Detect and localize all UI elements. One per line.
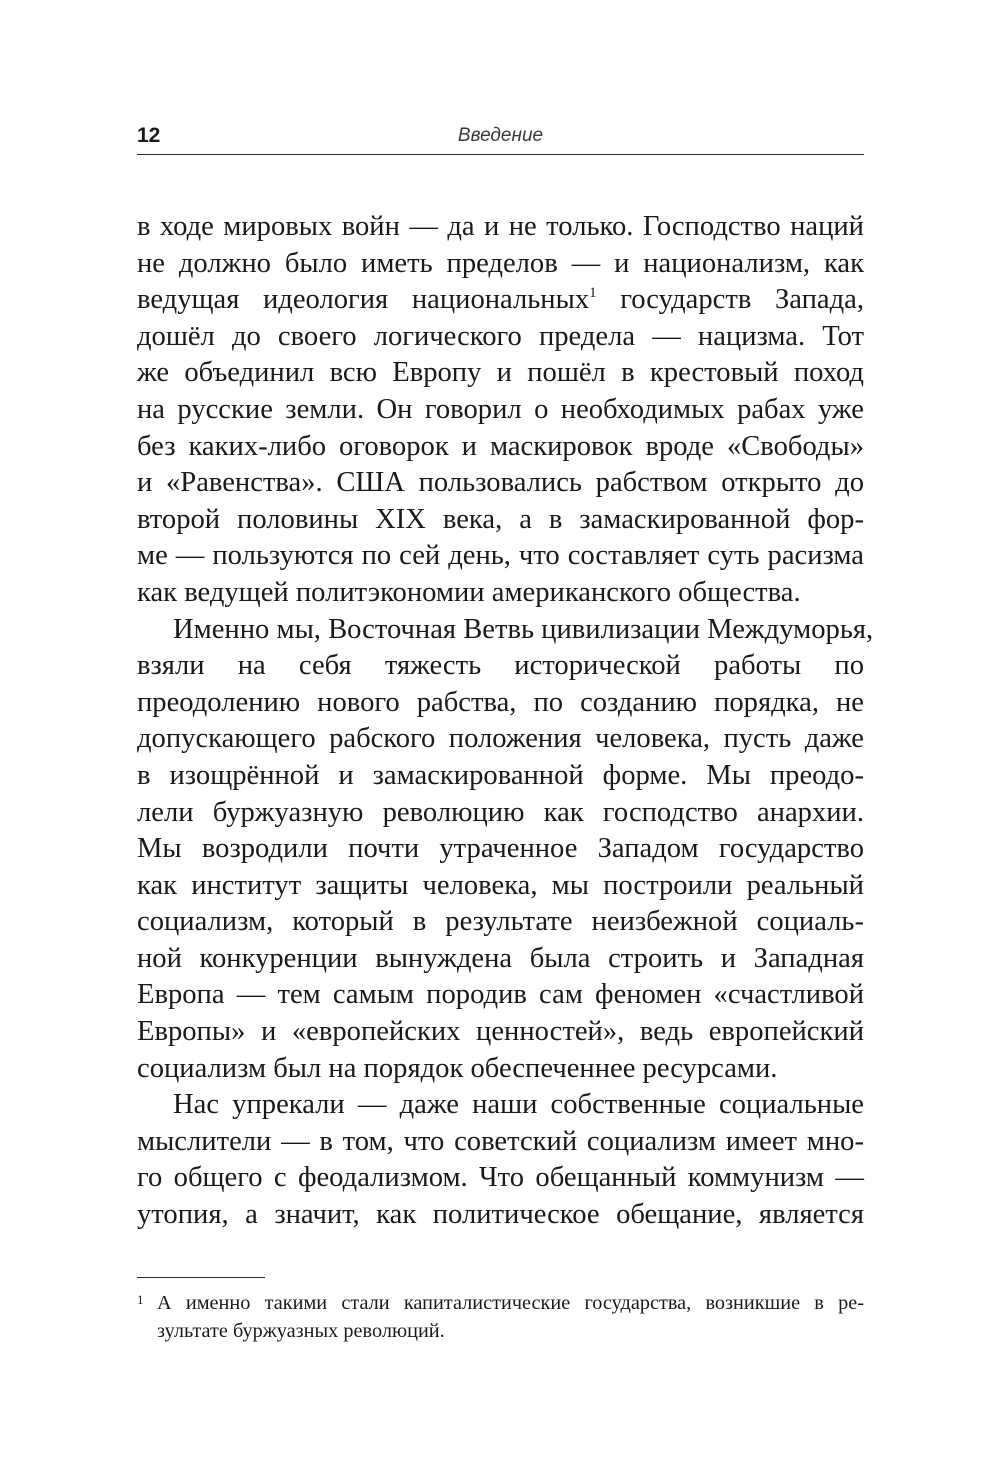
text-line: Европы» и «европейских ценностей», ведь европейский — [137, 1016, 864, 1048]
footnote-divider — [137, 1277, 265, 1278]
text-line: на русские земли. Он говорил о необходимых рабах уже — [137, 393, 864, 425]
text-line: и «Равенства». США пользовались рабством открыто до — [137, 467, 864, 499]
text-line: утопия, а значит, как политическое обещание, является — [137, 1199, 864, 1231]
text-line-with-footnote — [137, 282, 864, 319]
text-line: ной конкуренции вынуждена была строить и Западная — [137, 942, 864, 974]
paragraph-3 — [137, 1087, 864, 1233]
text-segment: государств Запада, — [596, 284, 864, 316]
text-line: преодолению нового рабства, по созданию порядка, не — [137, 686, 864, 718]
footnote-line — [137, 1289, 864, 1317]
footnote-line: зультате буржуазных революций. — [157, 1320, 445, 1342]
text-line: без каких-либо оговорок и маскировок вроде «Свободы» — [137, 430, 864, 462]
text-line: Европа — тем самым породив сам феномен «счастливой — [137, 979, 864, 1011]
text-line: Нас упрекали — даже наши собственные социальные — [173, 1089, 864, 1121]
paragraph-2 — [137, 612, 874, 1088]
footnote-number: 1 — [137, 1292, 144, 1307]
footnote — [137, 1289, 864, 1345]
page-number: 12 — [137, 124, 161, 147]
text-line: в изощрённой и замаскированной форме. Мы преодо- — [137, 759, 864, 791]
text-line: лели буржуазную революцию как господство анархии. — [137, 796, 864, 828]
text-line: же объединил всю Европу и пошёл в крестовый поход — [137, 357, 864, 389]
text-segment: ведущая идеология национальных — [137, 284, 590, 316]
text-line: не должно было иметь пределов — и национализм, как — [137, 247, 864, 279]
running-title: Введение — [457, 125, 544, 146]
text-line: го общего с феодализмом. Что обещанный коммунизм — — [137, 1162, 864, 1194]
text-line: Мы возродили почти утраченное Западом государство — [137, 833, 864, 865]
text-line: взяли на себя тяжесть исторической работы по — [137, 650, 864, 682]
paragraph-1 — [137, 209, 864, 612]
page-header — [137, 120, 864, 155]
text-line: как институт защиты человека, мы построили реальный — [137, 869, 864, 901]
text-line: Именно мы, Восточная Ветвь цивилизации Междуморья, — [173, 613, 874, 645]
text-line: дошёл до своего логического предела — нацизма. Тот — [137, 320, 864, 352]
text-line: в ходе мировых войн — да и не только. Господство наций — [137, 211, 864, 242]
text-line: допускающего рабского положения человека, пусть даже — [137, 723, 864, 755]
text-line: второй половины XIX века, а в замаскированной фор- — [137, 503, 864, 535]
text-line: как ведущей политэкономии американского общества. — [137, 576, 801, 608]
text-line: ме — пользуются по сей день, что составляет суть расизма — [137, 540, 864, 572]
footnote-text: А именно такими стали капиталистические государства, возникшие в ре- — [157, 1292, 864, 1314]
text-line: социализм был на порядок обеспеченнее ресурсами. — [137, 1052, 778, 1084]
text-line: мыслители — в том, что советский социализм имеет мно- — [137, 1125, 864, 1157]
footnote-reference[interactable]: 1 — [589, 285, 597, 302]
text-line: социализм, который в результате неизбежной социаль- — [137, 906, 864, 938]
main-text — [137, 209, 874, 1234]
